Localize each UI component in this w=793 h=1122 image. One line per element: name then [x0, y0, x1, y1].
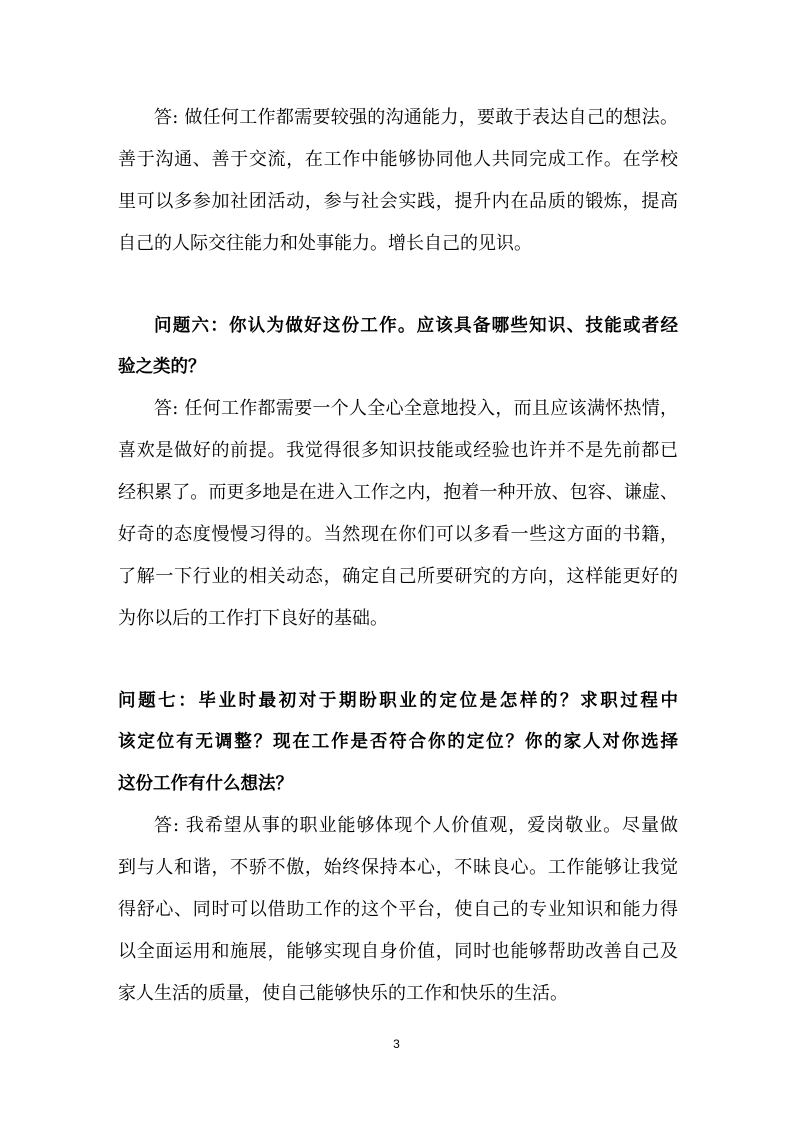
question-6-line-1: 问题六：你认为做好这份工作。应该具备哪些知识、技能或者经	[154, 316, 678, 336]
answer-5-line-1: 答: 做任何工作都需要较强的沟通能力，要敢于表达自己的想法。	[154, 107, 678, 128]
question-7-line-3: 这份工作有什么想法？	[118, 774, 293, 794]
question-7-line-2: 该定位有无调整？现在工作是否符合你的定位？你的家人对你选择	[118, 732, 678, 752]
answer-7-line-1: 答: 我希望从事的职业能够体现个人价值观，爱岗敬业。尽量做	[154, 815, 678, 836]
page-number: 3	[393, 1037, 400, 1051]
answer-6-line-1: 答: 任何工作都需要一个人全心全意地投入，而且应该满怀热情，	[154, 398, 678, 419]
answer-5-line-2: 善于沟通、善于交流，在工作中能够协同他人共同完成工作。在学校	[118, 149, 678, 170]
question-6-line-2: 验之类的？	[118, 357, 206, 377]
answer-6-line-2: 喜欢是做好的前提。我觉得很多知识技能或经验也许并不是先前都已	[118, 440, 678, 461]
question-7-line-1: 问题七：毕业时最初对于期盼职业的定位是怎样的？求职过程中	[118, 691, 678, 711]
answer-6-line-6: 为你以后的工作打下良好的基础。	[118, 608, 388, 629]
answer-7-line-4: 以全面运用和施展，能够实现自身价值，同时也能够帮助改善自己及	[118, 941, 678, 962]
answer-7-line-5: 家人生活的质量，使自己能够快乐的工作和快乐的生活。	[118, 983, 568, 1004]
answer-6-line-3: 经积累了。而更多地是在进入工作之内，抱着一种开放、包容、谦虚、	[118, 482, 678, 503]
answer-6-line-4: 好奇的态度慢慢习得的。当然现在你们可以多看一些这方面的书籍，	[118, 524, 678, 545]
answer-7-line-3: 得舒心、同时可以借助工作的这个平台，使自己的专业知识和能力得	[118, 899, 678, 920]
answer-7-line-2: 到与人和谐，不骄不傲，始终保持本心，不昧良心。工作能够让我觉	[118, 857, 678, 878]
answer-6-line-5: 了解一下行业的相关动态，确定自己所要研究的方向，这样能更好的	[118, 566, 678, 587]
answer-5-line-3: 里可以多参加社团活动，参与社会实践，提升内在品质的锻炼，提高	[118, 191, 678, 212]
answer-5-line-4: 自己的人际交往能力和处事能力。增长自己的见识。	[118, 233, 532, 254]
